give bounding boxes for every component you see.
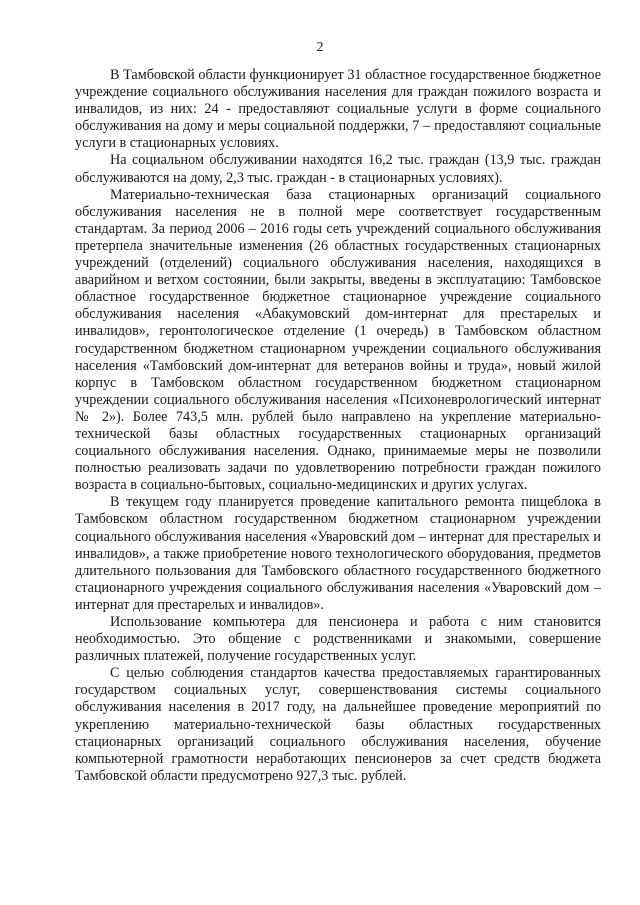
paragraph-funding: С целью соблюдения стандартов качества предоставляемых гарантированных государством социальных услуг, совершенствования системы социального обслуживания населения в 2017 году, на дальнейшее проведение мероприятий по укреплению материально-технической базы областных государственных стационарных организаций социального обслуживания населения, обучение компьютерной грамотности неработающих пенсионеров за счет средств бюджета Тамбовской области предусмотрено 927,3 тыс. рублей.	[75, 665, 601, 784]
paragraph-institutions: В Тамбовской области функционирует 31 областное государственное бюджетное учреждение социального обслуживания населения для граждан пожилого возраста и инвалидов, из них: 24 - предоставляют социальные услуги в форме социального обслуживания на дому и меры социальной поддержки, 7 – предоставляют социальные услуги в стационарных условиях.	[75, 67, 601, 152]
paragraph-current-year-plans: В текущем году планируется проведение капитального ремонта пищеблока в Тамбовском областном государственном бюджетном стационарном учреждении социального обслуживания населения «Уваровский дом – интернат для престарелых и инвалидов», а также приобретение нового технологического оборудования, предметов длительного пользования для Тамбовского областного государственного бюджетного стационарного учреждения социального обслуживания населения «Уваровский дом – интернат для престарелых и инвалидов».	[75, 494, 601, 613]
document-body	[75, 67, 601, 785]
paragraph-material-base: Материально-техническая база стационарных организаций социального обслуживания населения не в полной мере соответствует государственным стандартам. За период 2006 – 2016 годы сеть учреждений социального обслуживания претерпела значительные изменения (26 областных государственных стационарных учреждений (отделений) социального обслуживания населения, находящихся в аварийном и ветхом состоянии, были закрыты, введены в эксплуатацию: Тамбовское областное государственное бюджетное стационарное учреждение социального обслуживания населения «Абакумовский дом-интернат для престарелых и инвалидов», геронтологическое отделение (1 очередь) в Тамбовском областном государственном бюджетном стационарном учреждении социального обслуживания населения «Тамбовский дом-интернат для ветеранов войны и труда», новый жилой корпус в Тамбовском областном государственном бюджетном стационарном учреждении социального обслуживания населения «Психоневрологический интернат № 2»). Более 743,5 млн. рублей было направлено на укрепление материально-технической базы областных государственных стационарных организаций социального обслуживания населения. Однако, принимаемые меры не позволили полностью реализовать задачи по удовлетворению потребности граждан пожилого возраста в социально-бытовых, социально-медицинских и других услугах.	[75, 186, 601, 494]
paragraph-served-citizens: На социальном обслуживании находятся 16,2 тыс. граждан (13,9 тыс. граждан обслуживаются на дому, 2,3 тыс. граждан - в стационарных условиях).	[75, 152, 601, 186]
page-number: 2	[316, 40, 324, 55]
paragraph-computer-use: Использование компьютера для пенсионера и работа с ним становится необходимостью. Это общение с родственниками и знакомыми, совершение различных платежей, получение государственных услуг.	[75, 614, 601, 665]
